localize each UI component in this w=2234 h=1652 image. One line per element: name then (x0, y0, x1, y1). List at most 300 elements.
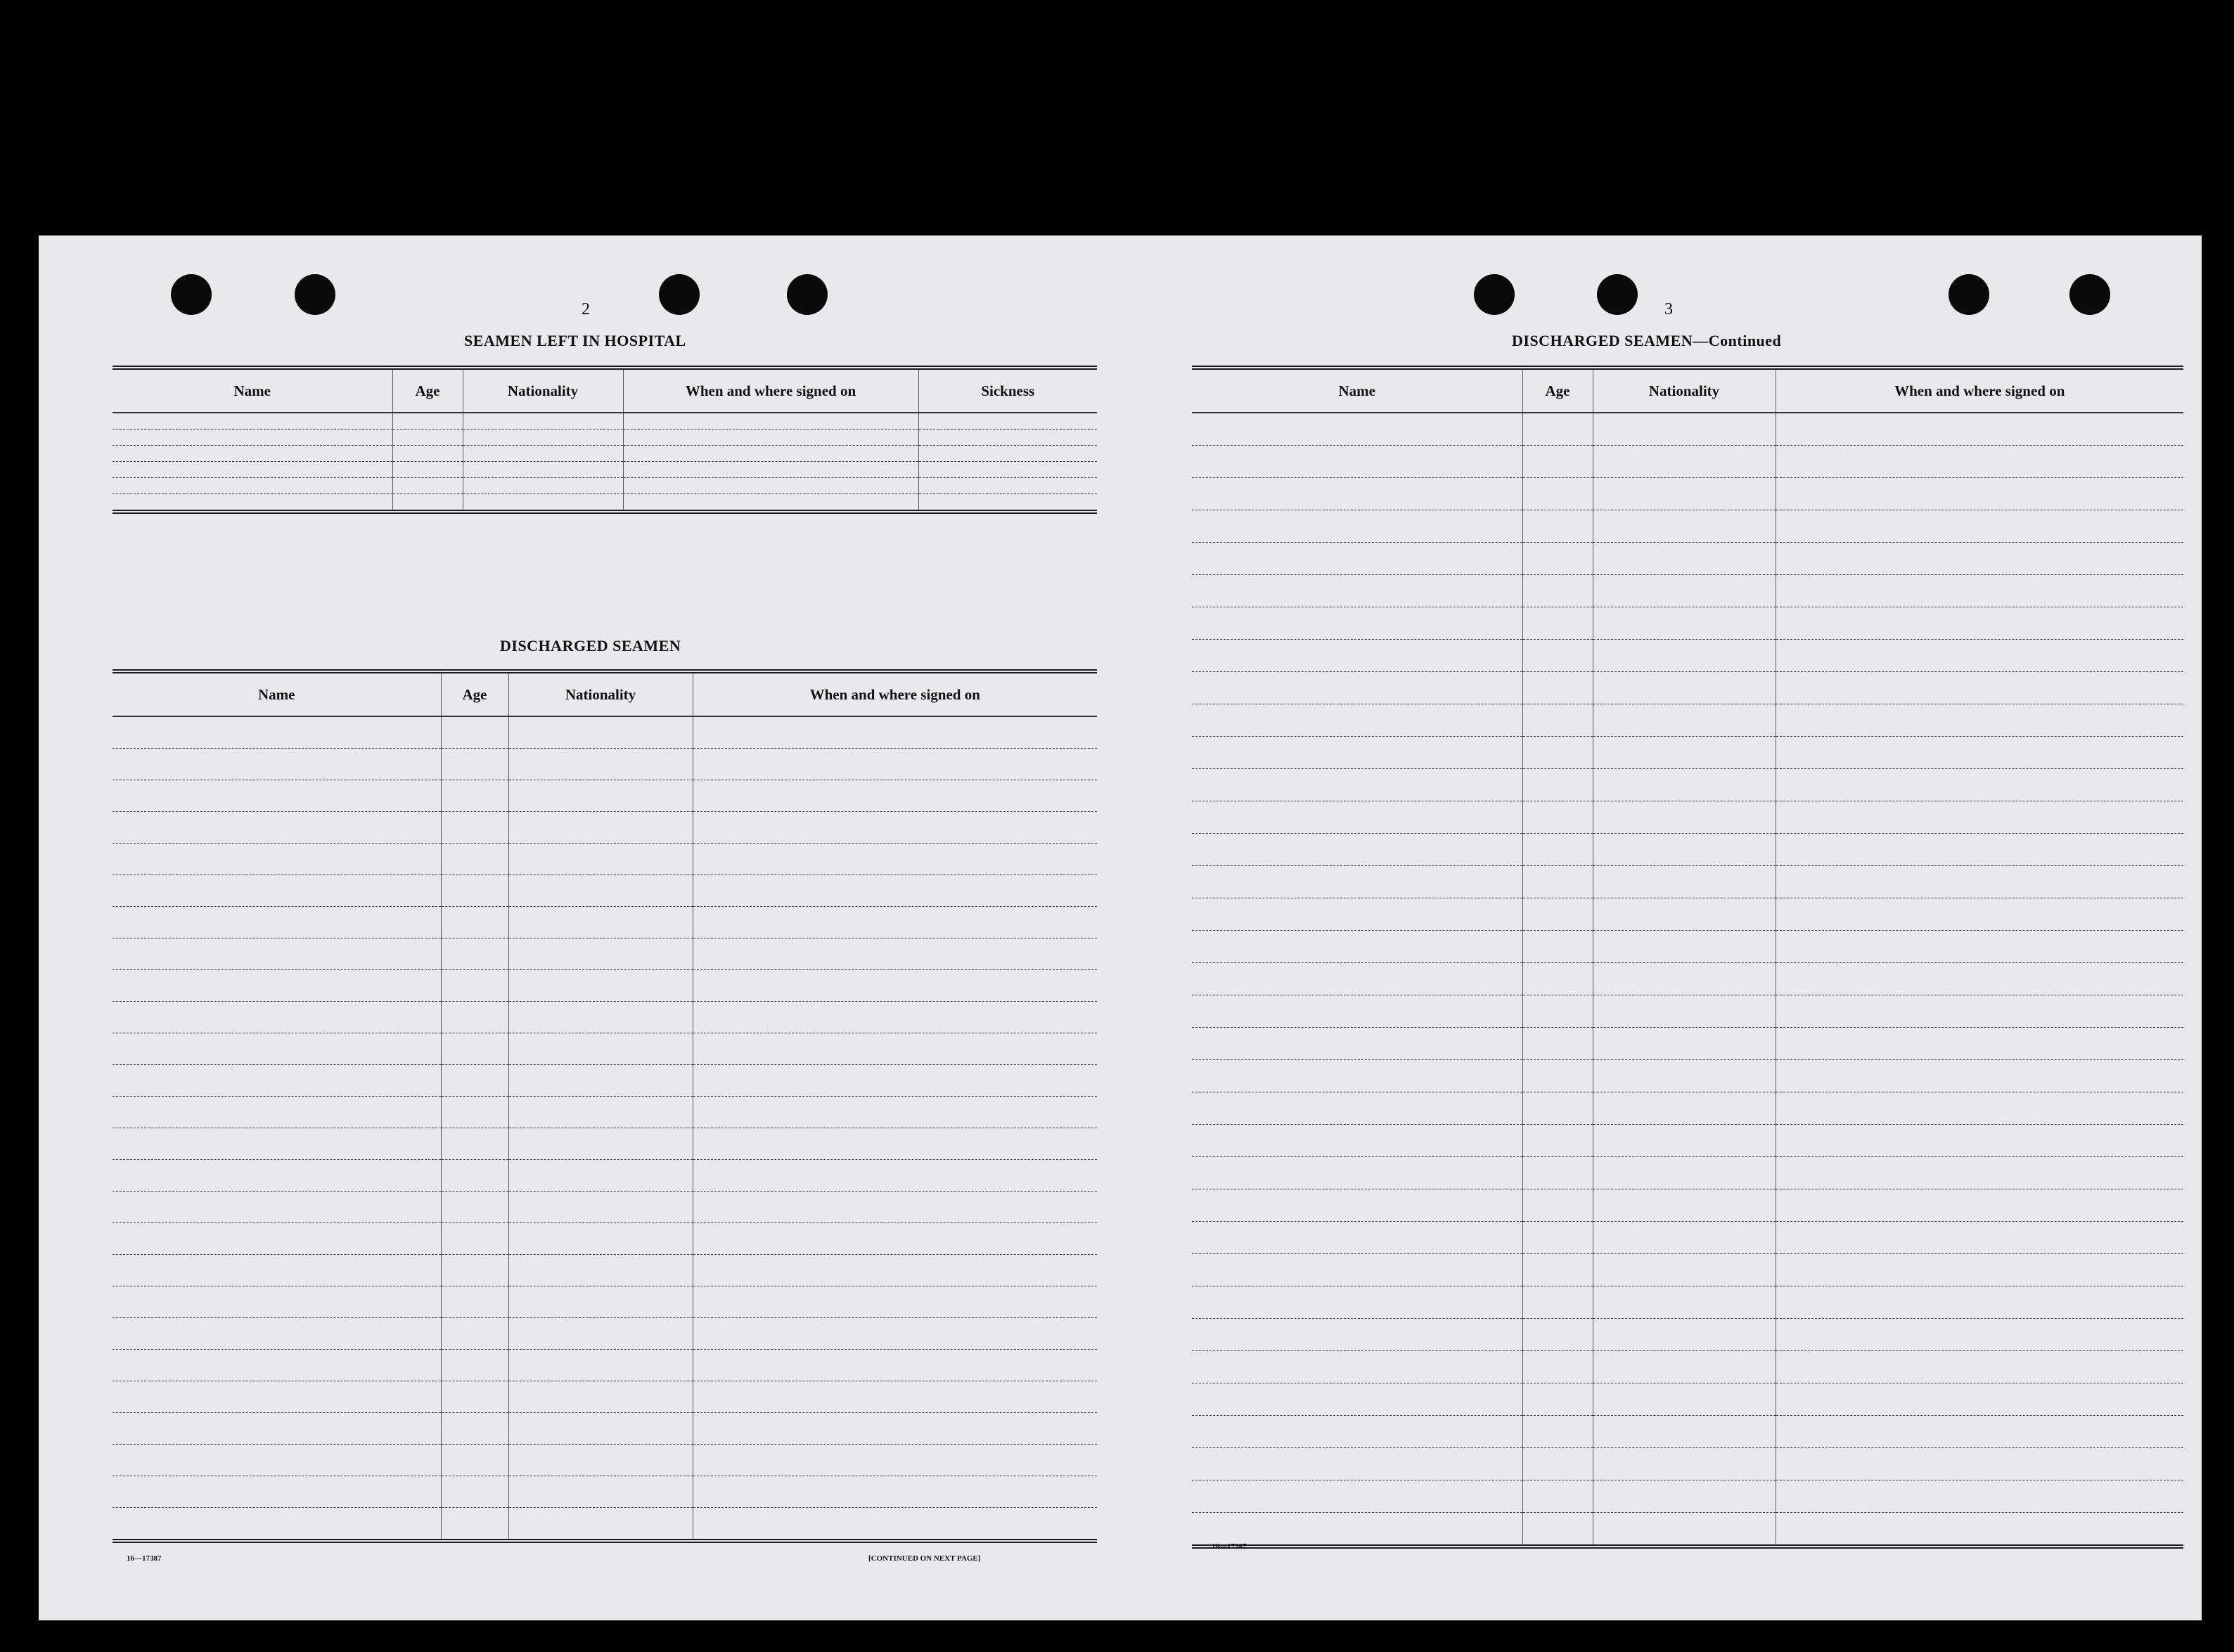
table-cell[interactable] (693, 1160, 1097, 1192)
table-cell[interactable] (1192, 1448, 1522, 1480)
table-cell[interactable] (693, 1033, 1097, 1065)
table-cell[interactable] (693, 1413, 1097, 1445)
table-cell[interactable] (508, 780, 693, 812)
table-cell[interactable] (463, 446, 623, 462)
table-cell[interactable] (1593, 1157, 1776, 1189)
table-cell[interactable] (1192, 704, 1522, 737)
table-cell[interactable] (441, 1128, 508, 1160)
table-cell[interactable] (1522, 575, 1593, 607)
table-row (1192, 1254, 2183, 1286)
table-cell[interactable] (918, 446, 1097, 462)
discharged-table (113, 669, 1097, 1543)
table-cell[interactable] (1776, 478, 2183, 510)
table-cell[interactable] (1776, 1157, 2183, 1189)
table-cell[interactable] (1593, 801, 1776, 834)
table-cell[interactable] (441, 844, 508, 875)
table-cell[interactable] (392, 494, 463, 512)
table-cell[interactable] (113, 1318, 441, 1350)
table-cell[interactable] (1522, 1092, 1593, 1125)
table-cell[interactable] (693, 1002, 1097, 1033)
table-cell[interactable] (1522, 607, 1593, 640)
table-cell[interactable] (1192, 1028, 1522, 1060)
table-cell[interactable] (113, 1445, 441, 1476)
table-cell[interactable] (1593, 1222, 1776, 1254)
table-cell[interactable] (1776, 801, 2183, 834)
table-cell[interactable] (441, 907, 508, 938)
table-cell[interactable] (1776, 1319, 2183, 1351)
table-cell[interactable] (1522, 672, 1593, 704)
table-cell[interactable] (1192, 1060, 1522, 1092)
table-cell[interactable] (1776, 704, 2183, 737)
table-cell[interactable] (1593, 737, 1776, 769)
table-cell[interactable] (441, 970, 508, 1002)
table-cell[interactable] (1522, 769, 1593, 801)
table-cell[interactable] (1593, 866, 1776, 898)
table-cell[interactable] (1192, 1319, 1522, 1351)
table-cell[interactable] (1522, 866, 1593, 898)
table-cell[interactable] (441, 1445, 508, 1476)
table-cell[interactable] (693, 780, 1097, 812)
table-cell[interactable] (1192, 640, 1522, 672)
table-cell[interactable] (1522, 413, 1593, 446)
table-row (1192, 898, 2183, 931)
table-cell[interactable] (1522, 1383, 1593, 1416)
table-cell[interactable] (463, 430, 623, 446)
discharged-heading: DISCHARGED SEAMEN (500, 637, 681, 654)
table-cell[interactable] (1776, 672, 2183, 704)
table-cell[interactable] (623, 478, 918, 494)
table-cell[interactable] (693, 875, 1097, 907)
table-cell[interactable] (1593, 1351, 1776, 1383)
table-cell[interactable] (1593, 931, 1776, 963)
table-cell[interactable] (1192, 607, 1522, 640)
table-cell[interactable] (1776, 1254, 2183, 1286)
table-cell[interactable] (1593, 898, 1776, 931)
table-cell[interactable] (113, 1128, 441, 1160)
table-cell[interactable] (1192, 510, 1522, 543)
table-row (113, 1318, 1097, 1350)
table-cell[interactable] (1522, 1513, 1593, 1547)
table-cell[interactable] (113, 1065, 441, 1097)
table-cell[interactable] (1522, 898, 1593, 931)
table-cell[interactable] (693, 1192, 1097, 1223)
table-cell[interactable] (392, 446, 463, 462)
table-cell[interactable] (693, 1065, 1097, 1097)
table-cell[interactable] (508, 1033, 693, 1065)
table-cell[interactable] (508, 1286, 693, 1318)
table-cell[interactable] (693, 1318, 1097, 1350)
table-row (113, 1381, 1097, 1413)
table-cell[interactable] (508, 938, 693, 970)
table-cell[interactable] (1593, 413, 1776, 446)
table-cell[interactable] (113, 812, 441, 844)
table-cell[interactable] (441, 1192, 508, 1223)
table-cell[interactable] (441, 749, 508, 780)
table-cell[interactable] (1522, 1060, 1593, 1092)
table-cell[interactable] (1522, 1125, 1593, 1157)
table-cell[interactable] (1776, 413, 2183, 446)
table-cell[interactable] (1192, 413, 1522, 446)
table-cell[interactable] (1192, 1157, 1522, 1189)
table-cell[interactable] (693, 1350, 1097, 1381)
table-cell[interactable] (1776, 769, 2183, 801)
table-cell[interactable] (508, 716, 693, 749)
table-cell[interactable] (1522, 931, 1593, 963)
table-cell[interactable] (1522, 1448, 1593, 1480)
table-cell[interactable] (1192, 769, 1522, 801)
table-cell[interactable] (1522, 1416, 1593, 1448)
table-cell[interactable] (1522, 446, 1593, 478)
table-cell[interactable] (1593, 1383, 1776, 1416)
table-cell[interactable] (508, 1128, 693, 1160)
table-cell[interactable] (693, 1097, 1097, 1128)
table-cell[interactable] (1192, 995, 1522, 1028)
table-cell[interactable] (1593, 1092, 1776, 1125)
table-cell[interactable] (1192, 1351, 1522, 1383)
table-cell[interactable] (1522, 543, 1593, 575)
table-cell[interactable] (1776, 995, 2183, 1028)
table-cell[interactable] (693, 1223, 1097, 1255)
table-cell[interactable] (1192, 1513, 1522, 1547)
table-cell[interactable] (508, 844, 693, 875)
table-cell[interactable] (441, 1002, 508, 1033)
form-sheet (39, 235, 2202, 1620)
table-cell[interactable] (113, 1508, 441, 1542)
table-cell[interactable] (441, 1065, 508, 1097)
table-cell[interactable] (441, 812, 508, 844)
table-cell[interactable] (508, 812, 693, 844)
table-cell[interactable] (1192, 543, 1522, 575)
table-cell[interactable] (1192, 1222, 1522, 1254)
table-cell[interactable] (508, 907, 693, 938)
table-cell[interactable] (508, 1350, 693, 1381)
table-cell[interactable] (623, 446, 918, 462)
table-row (1192, 931, 2183, 963)
table-cell[interactable] (113, 1255, 441, 1286)
table-cell[interactable] (1593, 446, 1776, 478)
table-cell[interactable] (1192, 1092, 1522, 1125)
table-cell[interactable] (623, 430, 918, 446)
table-cell[interactable] (1776, 737, 2183, 769)
table-cell[interactable] (113, 430, 392, 446)
column-header: Sickness (918, 368, 1097, 413)
table-cell[interactable] (1593, 1448, 1776, 1480)
table-cell[interactable] (441, 1097, 508, 1128)
table-cell[interactable] (113, 1160, 441, 1192)
table-cell[interactable] (441, 1508, 508, 1542)
table-cell[interactable] (693, 907, 1097, 938)
table-row (113, 716, 1097, 749)
table-cell[interactable] (113, 1381, 441, 1413)
table-cell[interactable] (1192, 478, 1522, 510)
table-cell[interactable] (1593, 1125, 1776, 1157)
table-cell[interactable] (1192, 1383, 1522, 1416)
column-header: Name (1192, 368, 1522, 413)
table-cell[interactable] (1192, 1286, 1522, 1319)
table-cell[interactable] (1776, 1480, 2183, 1513)
table-cell[interactable] (1192, 672, 1522, 704)
table-cell[interactable] (1593, 478, 1776, 510)
table-cell[interactable] (1192, 575, 1522, 607)
table-cell[interactable] (392, 413, 463, 430)
table-cell[interactable] (1522, 1351, 1593, 1383)
table-cell[interactable] (508, 1160, 693, 1192)
table-cell[interactable] (1776, 1189, 2183, 1222)
table-cell[interactable] (1593, 575, 1776, 607)
table-cell[interactable] (1522, 1480, 1593, 1513)
table-cell[interactable] (441, 1033, 508, 1065)
table-cell[interactable] (693, 938, 1097, 970)
table-cell[interactable] (1522, 1222, 1593, 1254)
table-cell[interactable] (693, 1128, 1097, 1160)
table-cell[interactable] (1593, 672, 1776, 704)
table-cell[interactable] (1522, 1028, 1593, 1060)
table-cell[interactable] (693, 1508, 1097, 1542)
table-cell[interactable] (1776, 1125, 2183, 1157)
table-cell[interactable] (113, 1223, 441, 1255)
table-cell[interactable] (113, 1192, 441, 1223)
table-cell[interactable] (113, 1033, 441, 1065)
table-row (113, 462, 1097, 478)
table-cell[interactable] (113, 1476, 441, 1508)
table-cell[interactable] (508, 1476, 693, 1508)
table-cell[interactable] (113, 446, 392, 462)
table-cell[interactable] (1192, 1125, 1522, 1157)
table-cell[interactable] (1522, 510, 1593, 543)
table-cell[interactable] (1522, 963, 1593, 995)
table-cell[interactable] (1593, 704, 1776, 737)
table-cell[interactable] (623, 494, 918, 512)
table-cell[interactable] (918, 462, 1097, 478)
table-cell[interactable] (508, 1508, 693, 1542)
table-cell[interactable] (1522, 737, 1593, 769)
table-cell[interactable] (1522, 1319, 1593, 1351)
table-cell[interactable] (441, 875, 508, 907)
table-cell[interactable] (441, 938, 508, 970)
table-cell[interactable] (693, 1445, 1097, 1476)
table-cell[interactable] (1593, 995, 1776, 1028)
table-cell[interactable] (1776, 834, 2183, 866)
table-cell[interactable] (1776, 1222, 2183, 1254)
table-cell[interactable] (113, 1097, 441, 1128)
table-cell[interactable] (1593, 1513, 1776, 1547)
table-cell[interactable] (1776, 1448, 2183, 1480)
table-cell[interactable] (1522, 1286, 1593, 1319)
table-cell[interactable] (1192, 866, 1522, 898)
table-cell[interactable] (508, 1223, 693, 1255)
table-cell[interactable] (392, 430, 463, 446)
table-cell[interactable] (1192, 737, 1522, 769)
column-header: Nationality (1593, 368, 1776, 413)
table-cell[interactable] (918, 430, 1097, 446)
table-cell[interactable] (1593, 1060, 1776, 1092)
table-cell[interactable] (441, 780, 508, 812)
table-cell[interactable] (693, 812, 1097, 844)
table-cell[interactable] (1776, 640, 2183, 672)
table-cell[interactable] (693, 1476, 1097, 1508)
table-cell[interactable] (1593, 640, 1776, 672)
table-cell[interactable] (1522, 1157, 1593, 1189)
table-cell[interactable] (508, 1002, 693, 1033)
table-cell[interactable] (392, 462, 463, 478)
table-cell[interactable] (441, 1350, 508, 1381)
table-cell[interactable] (1776, 1351, 2183, 1383)
table-cell[interactable] (1776, 1028, 2183, 1060)
table-cell[interactable] (1593, 607, 1776, 640)
table-cell[interactable] (1522, 801, 1593, 834)
table-cell[interactable] (392, 478, 463, 494)
table-cell[interactable] (1776, 1286, 2183, 1319)
table-cell[interactable] (1593, 510, 1776, 543)
table-cell[interactable] (1593, 1286, 1776, 1319)
table-cell[interactable] (693, 1381, 1097, 1413)
table-cell[interactable] (441, 1286, 508, 1318)
column-header: Name (113, 671, 441, 716)
table-row (113, 1476, 1097, 1508)
table-cell[interactable] (113, 1286, 441, 1318)
table-cell[interactable] (508, 1445, 693, 1476)
table-row (1192, 737, 2183, 769)
table-cell[interactable] (1593, 1480, 1776, 1513)
table-cell[interactable] (463, 462, 623, 478)
table-cell[interactable] (508, 1255, 693, 1286)
table-cell[interactable] (1192, 446, 1522, 478)
table-cell[interactable] (113, 970, 441, 1002)
table-cell[interactable] (441, 1255, 508, 1286)
table-cell[interactable] (1776, 607, 2183, 640)
table-cell[interactable] (1522, 834, 1593, 866)
table-cell[interactable] (693, 716, 1097, 749)
table-cell[interactable] (693, 1255, 1097, 1286)
table-row (113, 1002, 1097, 1033)
table-cell[interactable] (113, 844, 441, 875)
table-cell[interactable] (463, 494, 623, 512)
table-cell[interactable] (1776, 963, 2183, 995)
hospital-table (113, 366, 1097, 514)
table-cell[interactable] (1593, 543, 1776, 575)
table-cell[interactable] (1192, 931, 1522, 963)
table-cell[interactable] (1593, 1254, 1776, 1286)
table-cell[interactable] (1192, 963, 1522, 995)
table-cell[interactable] (508, 1192, 693, 1223)
table-cell[interactable] (508, 875, 693, 907)
table-cell[interactable] (1192, 1254, 1522, 1286)
table-cell[interactable] (1776, 898, 2183, 931)
table-cell[interactable] (693, 844, 1097, 875)
table-cell[interactable] (1776, 1383, 2183, 1416)
table-cell[interactable] (1776, 1416, 2183, 1448)
table-cell[interactable] (1776, 1092, 2183, 1125)
table-cell[interactable] (1776, 510, 2183, 543)
table-cell[interactable] (113, 716, 441, 749)
table-cell[interactable] (508, 970, 693, 1002)
table-row (113, 907, 1097, 938)
table-cell[interactable] (441, 1318, 508, 1350)
table-cell[interactable] (1593, 963, 1776, 995)
table-cell[interactable] (1776, 446, 2183, 478)
discharged-continued-table (1192, 366, 2183, 1549)
table-cell[interactable] (693, 970, 1097, 1002)
table-cell[interactable] (1776, 1060, 2183, 1092)
table-cell[interactable] (113, 1350, 441, 1381)
table-cell[interactable] (623, 462, 918, 478)
table-cell[interactable] (113, 907, 441, 938)
table-cell[interactable] (693, 1286, 1097, 1318)
table-row (1192, 1286, 2183, 1319)
table-cell[interactable] (113, 875, 441, 907)
table-cell[interactable] (441, 1413, 508, 1445)
table-cell[interactable] (1776, 543, 2183, 575)
table-cell[interactable] (441, 1381, 508, 1413)
table-cell[interactable] (1522, 1254, 1593, 1286)
table-cell[interactable] (1192, 1189, 1522, 1222)
table-cell[interactable] (463, 413, 623, 430)
table-cell[interactable] (1593, 1416, 1776, 1448)
table-cell[interactable] (623, 413, 918, 430)
table-cell[interactable] (1522, 995, 1593, 1028)
table-cell[interactable] (113, 1413, 441, 1445)
table-cell[interactable] (1593, 1319, 1776, 1351)
table-cell[interactable] (113, 462, 392, 478)
table-cell[interactable] (113, 749, 441, 780)
table-cell[interactable] (113, 494, 392, 512)
table-cell[interactable] (1776, 1513, 2183, 1547)
table-cell[interactable] (508, 1065, 693, 1097)
table-cell[interactable] (918, 413, 1097, 430)
punch-hole (171, 274, 212, 315)
table-cell[interactable] (113, 478, 392, 494)
table-cell[interactable] (1593, 834, 1776, 866)
table-cell[interactable] (441, 1223, 508, 1255)
table-cell[interactable] (1522, 478, 1593, 510)
table-cell[interactable] (508, 749, 693, 780)
table-cell[interactable] (113, 1002, 441, 1033)
table-cell[interactable] (1192, 1480, 1522, 1513)
table-cell[interactable] (441, 1160, 508, 1192)
table-cell[interactable] (1776, 931, 2183, 963)
table-cell[interactable] (508, 1097, 693, 1128)
table-cell[interactable] (1776, 866, 2183, 898)
table-cell[interactable] (1192, 834, 1522, 866)
table-cell[interactable] (1593, 1028, 1776, 1060)
table-row (113, 1160, 1097, 1192)
table-cell[interactable] (1522, 1189, 1593, 1222)
table-cell[interactable] (918, 478, 1097, 494)
table-cell[interactable] (463, 478, 623, 494)
table-cell[interactable] (1522, 704, 1593, 737)
table-cell[interactable] (508, 1413, 693, 1445)
table-cell[interactable] (113, 938, 441, 970)
table-cell[interactable] (1192, 898, 1522, 931)
table-cell[interactable] (918, 494, 1097, 512)
table-row (1192, 995, 2183, 1028)
table-cell[interactable] (1593, 1189, 1776, 1222)
table-cell[interactable] (1776, 575, 2183, 607)
table-row (1192, 1383, 2183, 1416)
table-cell[interactable] (508, 1381, 693, 1413)
table-cell[interactable] (508, 1318, 693, 1350)
table-cell[interactable] (693, 749, 1097, 780)
table-cell[interactable] (1192, 801, 1522, 834)
table-cell[interactable] (113, 780, 441, 812)
table-cell[interactable] (1593, 769, 1776, 801)
table-cell[interactable] (113, 413, 392, 430)
table-cell[interactable] (1192, 1416, 1522, 1448)
table-cell[interactable] (441, 1476, 508, 1508)
table-row (113, 1033, 1097, 1065)
table-cell[interactable] (1522, 640, 1593, 672)
table-cell[interactable] (441, 716, 508, 749)
